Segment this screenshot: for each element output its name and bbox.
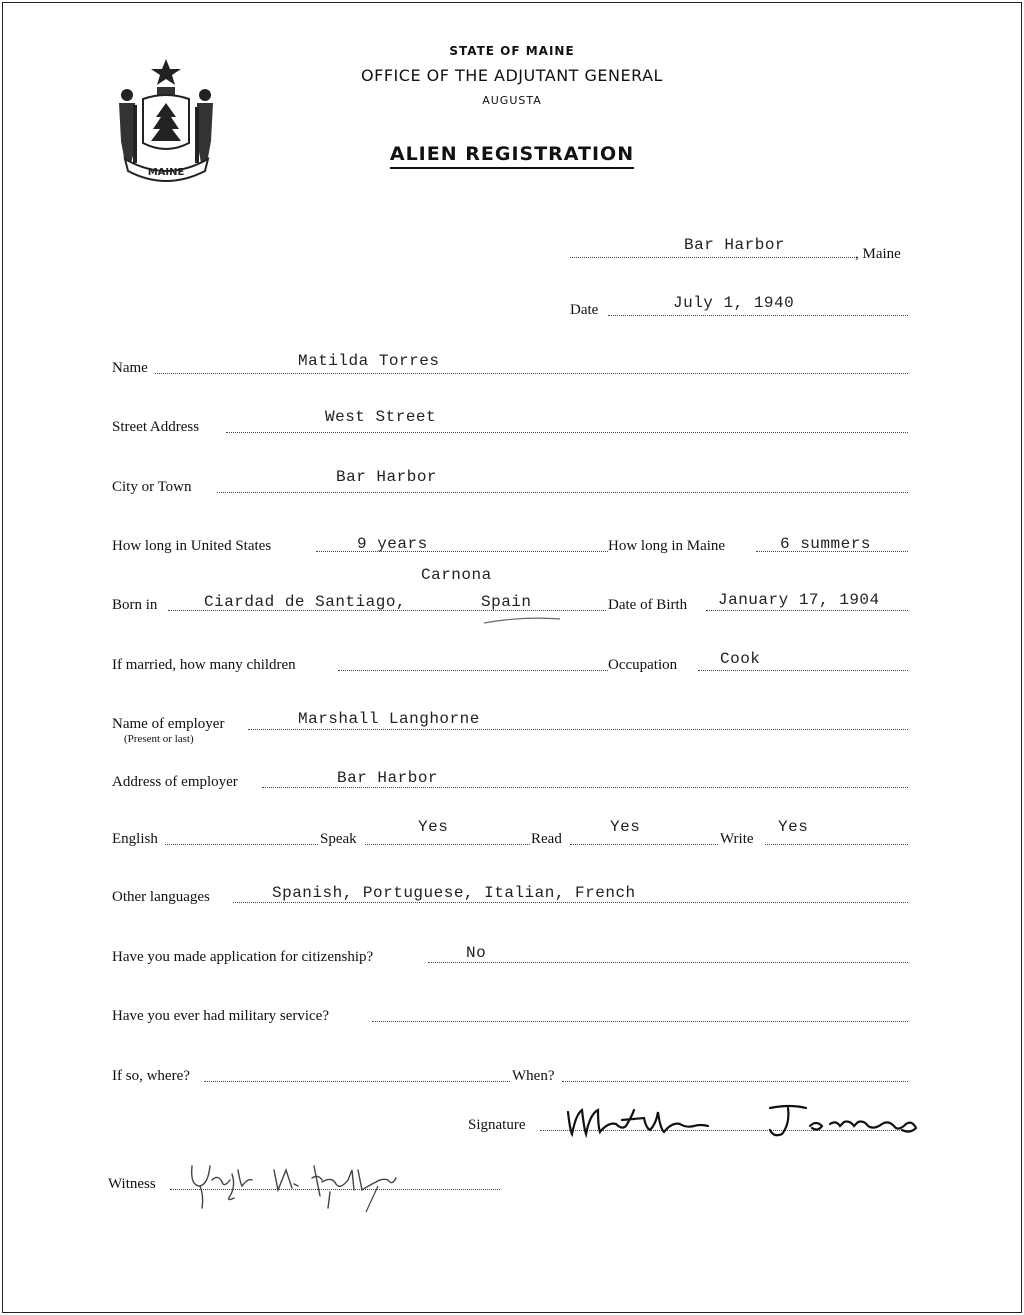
other-languages-line	[233, 902, 908, 903]
citizenship-value: No	[466, 944, 487, 962]
city-line	[217, 492, 908, 493]
dob-value: January 17, 1904	[718, 591, 880, 609]
born-in-value: Ciardad de Santiago,	[204, 593, 407, 611]
how-long-us-label: How long in United States	[112, 538, 272, 554]
witness-handwriting	[182, 1156, 412, 1216]
children-label: If married, how many children	[112, 657, 296, 673]
children-line	[338, 670, 608, 671]
write-value: Yes	[778, 818, 809, 836]
speak-label: Speak	[320, 831, 357, 847]
signature-handwriting	[560, 1100, 930, 1144]
form-title: ALIEN REGISTRATION	[0, 143, 1024, 165]
occupation-line	[698, 670, 908, 671]
city-label: City or Town	[112, 479, 192, 495]
where-label: If so, where?	[112, 1068, 190, 1084]
born-country-value: Spain	[481, 593, 532, 611]
dob-label: Date of Birth	[608, 597, 688, 613]
military-line	[372, 1021, 908, 1022]
read-line	[570, 844, 718, 845]
town-line	[570, 257, 855, 258]
other-languages-label: Other languages	[112, 889, 210, 905]
military-label: Have you ever had military service?	[112, 1008, 329, 1024]
write-line	[765, 844, 908, 845]
born-correction-value: Carnona	[421, 566, 492, 584]
employer-line	[248, 729, 908, 730]
maine-label: , Maine	[855, 246, 901, 262]
employer-note: (Present or last)	[124, 733, 194, 745]
street-label: Street Address	[112, 419, 200, 435]
date-label: Date	[570, 302, 599, 318]
how-long-maine-label: How long in Maine	[608, 538, 726, 554]
how-long-us-value: 9 years	[357, 535, 428, 553]
name-label: Name	[112, 360, 148, 376]
employer-label: Name of employer	[112, 716, 225, 732]
english-label: English	[112, 831, 158, 847]
employer-value: Marshall Langhorne	[298, 710, 480, 728]
employer-address-label: Address of employer	[112, 774, 238, 790]
name-line	[155, 373, 908, 374]
city-value: Bar Harbor	[336, 468, 438, 486]
citizenship-line	[428, 962, 908, 963]
correction-stroke	[482, 614, 562, 628]
speak-line	[365, 844, 530, 845]
street-value: West Street	[325, 408, 437, 426]
occupation-label: Occupation	[608, 657, 678, 673]
town-value: Bar Harbor	[684, 236, 786, 254]
citizenship-label: Have you made application for citizenship?	[112, 949, 374, 965]
born-in-label: Born in	[112, 597, 158, 613]
header-city: AUGUSTA	[482, 94, 542, 107]
header-office: OFFICE OF THE ADJUTANT GENERAL	[361, 66, 663, 85]
when-line	[562, 1081, 908, 1082]
how-long-maine-value: 6 summers	[780, 535, 871, 553]
occupation-value: Cook	[720, 650, 761, 668]
signature-label: Signature	[468, 1117, 526, 1133]
when-label: When?	[512, 1068, 555, 1084]
employer-address-line	[262, 787, 908, 788]
read-label: Read	[531, 831, 562, 847]
where-line	[204, 1081, 510, 1082]
witness-label: Witness	[108, 1176, 156, 1192]
date-value: July 1, 1940	[673, 294, 795, 312]
employer-address-value: Bar Harbor	[337, 769, 439, 787]
header-state: STATE OF MAINE	[449, 44, 575, 58]
write-label: Write	[720, 831, 754, 847]
name-value: Matilda Torres	[298, 352, 440, 370]
speak-value: Yes	[418, 818, 449, 836]
dob-line	[706, 610, 908, 611]
other-languages-value: Spanish, Portuguese, Italian, French	[272, 884, 636, 902]
street-line	[226, 432, 908, 433]
english-line	[165, 844, 318, 845]
date-line	[608, 315, 908, 316]
seal-text: MAINE	[147, 167, 185, 178]
read-value: Yes	[610, 818, 641, 836]
